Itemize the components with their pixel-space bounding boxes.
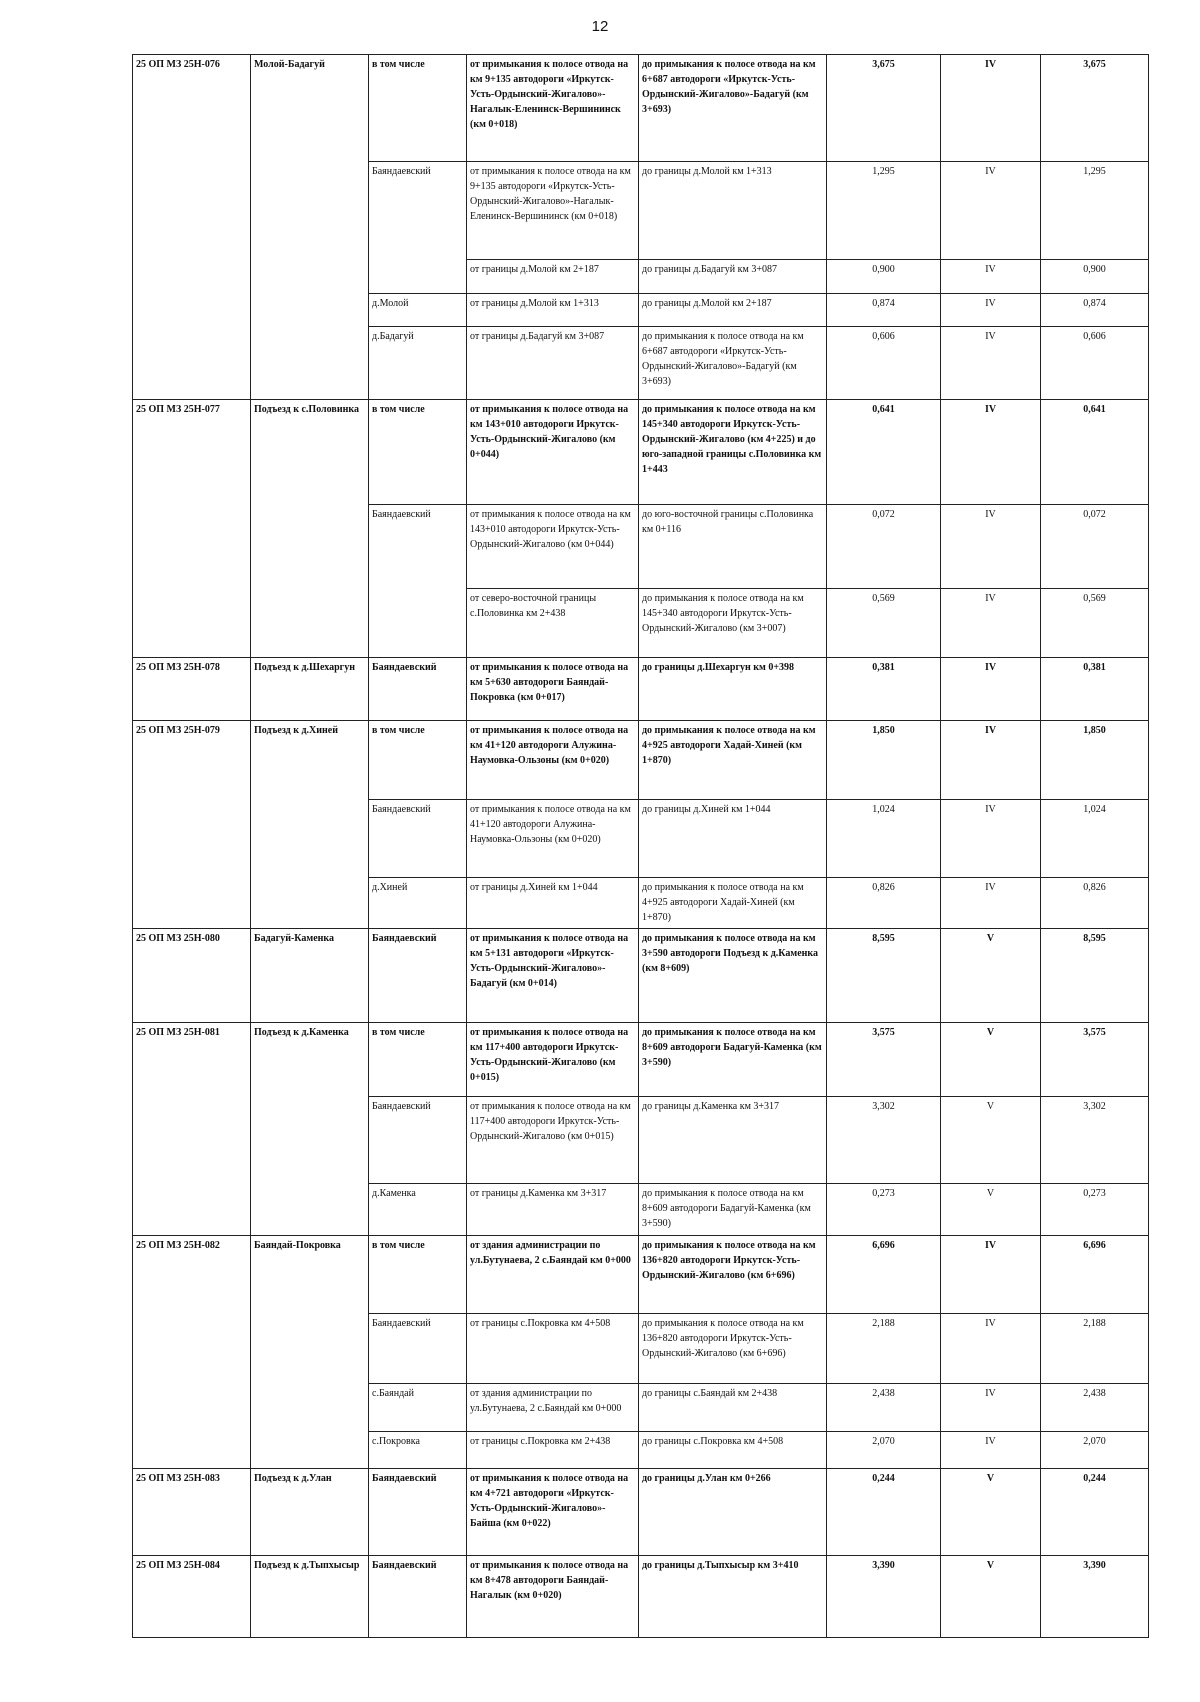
segment-end-cell: до границы д.Хиней км 1+044 — [639, 800, 827, 878]
segment-end-cell: до границы с.Покровка км 4+508 — [639, 1432, 827, 1469]
segment-start-cell: от границы д.Молой км 2+187 — [467, 260, 639, 294]
road-code-cell: 25 ОП МЗ 25Н-077 — [133, 400, 251, 505]
roads-table — [132, 54, 1149, 1638]
segment-end-cell: до примыкания к полосе отвода на км 136+820 автодороги Иркутск-Усть-Ордынский-Жигалово (км 6+696) — [639, 1236, 827, 1314]
segment-start-cell: от здания администрации по ул.Бутунаева, 2 с.Баяндай км 0+000 — [467, 1236, 639, 1314]
road-code-cell — [133, 589, 251, 658]
table-row — [133, 1236, 1149, 1314]
length-cell: 6,696 — [827, 1236, 941, 1314]
road-code-cell: 25 ОП МЗ 25Н-082 — [133, 1236, 251, 1314]
total-length-cell: 2,188 — [1041, 1314, 1149, 1384]
district-cell — [369, 589, 467, 658]
segment-end-cell: до примыкания к полосе отвода на км 8+609 автодороги Бадагуй-Каменка (км 3+590) — [639, 1023, 827, 1097]
segment-start-cell: от примыкания к полосе отвода на км 117+400 автодороги Иркутск-Усть-Ордынский-Жигалово (км 0+015) — [467, 1023, 639, 1097]
table-row — [133, 589, 1149, 658]
segment-start-cell: от границы д.Молой км 1+313 — [467, 294, 639, 327]
length-cell: 0,273 — [827, 1184, 941, 1236]
category-cell: IV — [941, 800, 1041, 878]
length-cell: 8,595 — [827, 929, 941, 1023]
length-cell: 0,072 — [827, 505, 941, 589]
road-name-cell — [251, 800, 369, 878]
table-row — [133, 1432, 1149, 1469]
segment-end-cell: до юго-восточной границы с.Половинка км 0+116 — [639, 505, 827, 589]
category-cell: IV — [941, 1236, 1041, 1314]
segment-start-cell: от примыкания к полосе отвода на км 117+400 автодороги Иркутск-Усть-Ордынский-Жигалово (км 0+015) — [467, 1097, 639, 1184]
category-cell: IV — [941, 1432, 1041, 1469]
category-cell: IV — [941, 658, 1041, 721]
road-name-cell — [251, 1097, 369, 1184]
total-length-cell: 3,575 — [1041, 1023, 1149, 1097]
segment-end-cell: до примыкания к полосе отвода на км 145+340 автодороги Иркутск-Усть-Ордынский-Жигалово (км 3+007) — [639, 589, 827, 658]
road-code-cell: 25 ОП МЗ 25Н-079 — [133, 721, 251, 800]
segment-end-cell: до примыкания к полосе отвода на км 4+925 автодороги Хадай-Хиней (км 1+870) — [639, 721, 827, 800]
category-cell: IV — [941, 589, 1041, 658]
segment-end-cell: до примыкания к полосе отвода на км 145+340 автодороги Иркутск-Усть-Ордынский-Жигалово (км 4+225) и до юго-западной границы с.Половинка км 1+443 — [639, 400, 827, 505]
category-cell: IV — [941, 1384, 1041, 1432]
category-cell: V — [941, 929, 1041, 1023]
total-length-cell: 1,295 — [1041, 162, 1149, 260]
table-row — [133, 260, 1149, 294]
road-name-cell — [251, 162, 369, 260]
district-cell: Баяндаевский — [369, 1556, 467, 1638]
district-cell: Баяндаевский — [369, 929, 467, 1023]
total-length-cell: 3,675 — [1041, 55, 1149, 162]
segment-end-cell: до границы д.Шехаргун км 0+398 — [639, 658, 827, 721]
length-cell: 1,850 — [827, 721, 941, 800]
segment-end-cell: до примыкания к полосе отвода на км 3+590 автодороги Подъезд к д.Каменка (км 8+609) — [639, 929, 827, 1023]
road-name-cell — [251, 1184, 369, 1236]
category-cell: V — [941, 1097, 1041, 1184]
length-cell: 0,606 — [827, 327, 941, 400]
category-cell: V — [941, 1469, 1041, 1556]
category-cell: IV — [941, 400, 1041, 505]
district-cell: Баяндаевский — [369, 1469, 467, 1556]
segment-end-cell: до примыкания к полосе отвода на км 8+609 автодороги Бадагуй-Каменка (км 3+590) — [639, 1184, 827, 1236]
length-cell: 3,390 — [827, 1556, 941, 1638]
district-cell: в том числе — [369, 721, 467, 800]
table-row — [133, 1556, 1149, 1638]
table-row — [133, 505, 1149, 589]
total-length-cell: 0,900 — [1041, 260, 1149, 294]
district-cell: с.Баяндай — [369, 1384, 467, 1432]
total-length-cell: 1,850 — [1041, 721, 1149, 800]
segment-start-cell: от примыкания к полосе отвода на км 41+120 автодороги Алужина-Наумовка-Ользоны (км 0+020) — [467, 800, 639, 878]
segment-end-cell: до примыкания к полосе отвода на км 6+687 автодороги «Иркутск-Усть-Ордынский-Жигалово»-Бадагуй (км 3+693) — [639, 55, 827, 162]
district-cell: Баяндаевский — [369, 162, 467, 260]
total-length-cell: 0,874 — [1041, 294, 1149, 327]
segment-end-cell: до границы д.Бадагуй км 3+087 — [639, 260, 827, 294]
road-code-cell — [133, 162, 251, 260]
total-length-cell: 2,438 — [1041, 1384, 1149, 1432]
segment-end-cell: до примыкания к полосе отвода на км 6+687 автодороги «Иркутск-Усть-Ордынский-Жигалово»-Бадагуй (км 3+693) — [639, 327, 827, 400]
district-cell: д.Каменка — [369, 1184, 467, 1236]
segment-start-cell: от границы д.Хиней км 1+044 — [467, 878, 639, 929]
district-cell: в том числе — [369, 1023, 467, 1097]
total-length-cell: 1,024 — [1041, 800, 1149, 878]
total-length-cell: 0,244 — [1041, 1469, 1149, 1556]
length-cell: 0,641 — [827, 400, 941, 505]
length-cell: 3,675 — [827, 55, 941, 162]
length-cell: 0,381 — [827, 658, 941, 721]
segment-end-cell: до примыкания к полосе отвода на км 4+925 автодороги Хадай-Хиней (км 1+870) — [639, 878, 827, 929]
district-cell — [369, 260, 467, 294]
table-row — [133, 162, 1149, 260]
road-code-cell: 25 ОП МЗ 25Н-080 — [133, 929, 251, 1023]
segment-start-cell: от примыкания к полосе отвода на км 143+010 автодороги Иркутск-Усть-Ордынский-Жигалово (км 0+044) — [467, 505, 639, 589]
road-code-cell — [133, 1314, 251, 1384]
table-row — [133, 1469, 1149, 1556]
table-row — [133, 658, 1149, 721]
road-code-cell: 25 ОП МЗ 25Н-083 — [133, 1469, 251, 1556]
road-code-cell — [133, 1384, 251, 1432]
district-cell: Баяндаевский — [369, 505, 467, 589]
road-name-cell — [251, 1384, 369, 1432]
district-cell: в том числе — [369, 55, 467, 162]
length-cell: 2,438 — [827, 1384, 941, 1432]
segment-end-cell: до границы д.Каменка км 3+317 — [639, 1097, 827, 1184]
table-row — [133, 878, 1149, 929]
table-row — [133, 721, 1149, 800]
total-length-cell: 0,569 — [1041, 589, 1149, 658]
total-length-cell: 2,070 — [1041, 1432, 1149, 1469]
segment-start-cell: от здания администрации по ул.Бутунаева, 2 с.Баяндай км 0+000 — [467, 1384, 639, 1432]
length-cell: 0,874 — [827, 294, 941, 327]
district-cell: д.Хиней — [369, 878, 467, 929]
category-cell: V — [941, 1023, 1041, 1097]
length-cell: 0,900 — [827, 260, 941, 294]
table-row — [133, 800, 1149, 878]
segment-start-cell: от границы с.Покровка км 2+438 — [467, 1432, 639, 1469]
category-cell: IV — [941, 327, 1041, 400]
road-name-cell: Подъезд к д.Каменка — [251, 1023, 369, 1097]
category-cell: IV — [941, 260, 1041, 294]
table-row — [133, 1314, 1149, 1384]
category-cell: IV — [941, 1314, 1041, 1384]
road-name-cell — [251, 327, 369, 400]
table-row — [133, 929, 1149, 1023]
road-code-cell — [133, 327, 251, 400]
road-code-cell — [133, 294, 251, 327]
road-code-cell — [133, 1097, 251, 1184]
road-code-cell — [133, 800, 251, 878]
segment-start-cell: от примыкания к полосе отвода на км 41+120 автодороги Алужина-Наумовка-Ользоны (км 0+020) — [467, 721, 639, 800]
length-cell: 1,295 — [827, 162, 941, 260]
segment-start-cell: от примыкания к полосе отвода на км 9+135 автодороги «Иркутск-Усть-Ордынский-Жигалово»-Нагалык-Еленинск-Вершининск (км 0+018) — [467, 55, 639, 162]
total-length-cell: 3,390 — [1041, 1556, 1149, 1638]
road-code-cell — [133, 1184, 251, 1236]
road-code-cell: 25 ОП МЗ 25Н-081 — [133, 1023, 251, 1097]
road-name-cell — [251, 878, 369, 929]
length-cell: 0,244 — [827, 1469, 941, 1556]
district-cell: Баяндаевский — [369, 800, 467, 878]
road-name-cell: Подъезд к д.Шехаргун — [251, 658, 369, 721]
road-code-cell: 25 ОП МЗ 25Н-084 — [133, 1556, 251, 1638]
segment-start-cell: от примыкания к полосе отвода на км 5+131 автодороги «Иркутск-Усть-Ордынский-Жигалово»-Бадагуй (км 0+014) — [467, 929, 639, 1023]
total-length-cell: 0,826 — [1041, 878, 1149, 929]
total-length-cell: 0,641 — [1041, 400, 1149, 505]
road-name-cell: Подъезд к д.Тыпхысыр — [251, 1556, 369, 1638]
segment-end-cell: до границы д.Улан км 0+266 — [639, 1469, 827, 1556]
road-code-cell — [133, 1432, 251, 1469]
segment-end-cell: до границы д.Молой км 2+187 — [639, 294, 827, 327]
road-code-cell — [133, 878, 251, 929]
length-cell: 2,188 — [827, 1314, 941, 1384]
length-cell: 0,826 — [827, 878, 941, 929]
total-length-cell: 0,273 — [1041, 1184, 1149, 1236]
district-cell: в том числе — [369, 1236, 467, 1314]
road-name-cell: Подъезд к д.Улан — [251, 1469, 369, 1556]
table-row — [133, 1023, 1149, 1097]
road-code-cell: 25 ОП МЗ 25Н-076 — [133, 55, 251, 162]
category-cell: IV — [941, 162, 1041, 260]
district-cell: в том числе — [369, 400, 467, 505]
table-row — [133, 1184, 1149, 1236]
road-name-cell — [251, 1432, 369, 1469]
road-name-cell: Подъезд к д.Хиней — [251, 721, 369, 800]
road-name-cell — [251, 1314, 369, 1384]
district-cell: Баяндаевский — [369, 1314, 467, 1384]
road-name-cell: Подъезд к с.Половинка — [251, 400, 369, 505]
road-code-cell: 25 ОП МЗ 25Н-078 — [133, 658, 251, 721]
table-row — [133, 55, 1149, 162]
district-cell: Баяндаевский — [369, 658, 467, 721]
road-name-cell: Баяндай-Покровка — [251, 1236, 369, 1314]
table-row — [133, 1384, 1149, 1432]
table-row — [133, 327, 1149, 400]
table-row — [133, 1097, 1149, 1184]
segment-start-cell: от границы д.Бадагуй км 3+087 — [467, 327, 639, 400]
category-cell: IV — [941, 55, 1041, 162]
total-length-cell: 3,302 — [1041, 1097, 1149, 1184]
segment-end-cell: до границы с.Баяндай км 2+438 — [639, 1384, 827, 1432]
total-length-cell: 8,595 — [1041, 929, 1149, 1023]
total-length-cell: 0,381 — [1041, 658, 1149, 721]
total-length-cell: 0,606 — [1041, 327, 1149, 400]
segment-start-cell: от примыкания к полосе отвода на км 9+135 автодороги «Иркутск-Усть-Ордынский-Жигалово»-Нагалык-Еленинск-Вершининск (км 0+018) — [467, 162, 639, 260]
length-cell: 3,575 — [827, 1023, 941, 1097]
road-name-cell — [251, 589, 369, 658]
district-cell: д.Бадагуй — [369, 327, 467, 400]
total-length-cell: 0,072 — [1041, 505, 1149, 589]
category-cell: V — [941, 1556, 1041, 1638]
segment-end-cell: до границы д.Тыпхысыр км 3+410 — [639, 1556, 827, 1638]
segment-start-cell: от северо-восточной границы с.Половинка км 2+438 — [467, 589, 639, 658]
road-name-cell — [251, 505, 369, 589]
category-cell: IV — [941, 294, 1041, 327]
length-cell: 2,070 — [827, 1432, 941, 1469]
road-name-cell — [251, 294, 369, 327]
segment-start-cell: от примыкания к полосе отвода на км 4+721 автодороги «Иркутск-Усть-Ордынский-Жигалово»-Байша (км 0+022) — [467, 1469, 639, 1556]
segment-start-cell: от границы д.Каменка км 3+317 — [467, 1184, 639, 1236]
segment-start-cell: от границы с.Покровка км 4+508 — [467, 1314, 639, 1384]
segment-start-cell: от примыкания к полосе отвода на км 143+010 автодороги Иркутск-Усть-Ордынский-Жигалово (км 0+044) — [467, 400, 639, 505]
length-cell: 3,302 — [827, 1097, 941, 1184]
segment-start-cell: от примыкания к полосе отвода на км 8+478 автодороги Баяндай-Нагалык (км 0+020) — [467, 1556, 639, 1638]
page-number: 12 — [591, 18, 609, 35]
segment-end-cell: до примыкания к полосе отвода на км 136+820 автодороги Иркутск-Усть-Ордынский-Жигалово (км 6+696) — [639, 1314, 827, 1384]
table-row — [133, 400, 1149, 505]
segment-end-cell: до границы д.Молой км 1+313 — [639, 162, 827, 260]
road-code-cell — [133, 505, 251, 589]
length-cell: 0,569 — [827, 589, 941, 658]
district-cell: Баяндаевский — [369, 1097, 467, 1184]
district-cell: с.Покровка — [369, 1432, 467, 1469]
length-cell: 1,024 — [827, 800, 941, 878]
category-cell: IV — [941, 505, 1041, 589]
segment-start-cell: от примыкания к полосе отвода на км 5+630 автодороги Баяндай-Покровка (км 0+017) — [467, 658, 639, 721]
table-row — [133, 294, 1149, 327]
road-name-cell: Молой-Бадагуй — [251, 55, 369, 162]
road-name-cell — [251, 260, 369, 294]
category-cell: IV — [941, 721, 1041, 800]
road-code-cell — [133, 260, 251, 294]
total-length-cell: 6,696 — [1041, 1236, 1149, 1314]
category-cell: V — [941, 1184, 1041, 1236]
district-cell: д.Молой — [369, 294, 467, 327]
category-cell: IV — [941, 878, 1041, 929]
road-name-cell: Бадагуй-Каменка — [251, 929, 369, 1023]
